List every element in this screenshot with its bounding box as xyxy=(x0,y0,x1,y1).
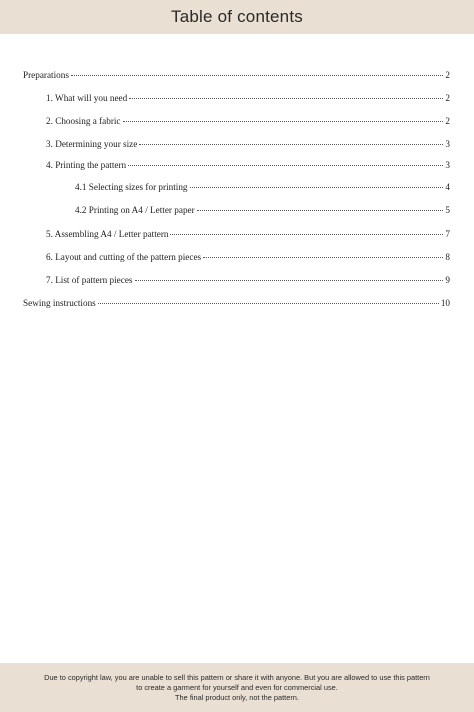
toc-leader-dots xyxy=(98,303,439,304)
copyright-footer xyxy=(0,663,474,712)
toc-entry-preparations[interactable] xyxy=(23,69,450,81)
toc-entry-sewing-instructions[interactable] xyxy=(23,297,450,309)
toc-entry-layout-cutting[interactable] xyxy=(46,251,450,263)
toc-entry-label: 3. Determining your size xyxy=(46,139,138,149)
toc-entry-label: Preparations xyxy=(23,70,69,80)
toc-page-number: 2 xyxy=(445,70,450,80)
toc-entry-label: 7. List of pattern pieces xyxy=(46,275,133,285)
toc-page-number: 3 xyxy=(445,160,450,170)
toc-entry-printing-pattern[interactable] xyxy=(46,159,450,171)
toc-entry-label: 4.1 Selecting sizes for printing xyxy=(75,182,188,192)
copyright-line-3: The final product only, not the pattern. xyxy=(175,692,299,702)
toc-leader-dots xyxy=(128,165,443,166)
copyright-line-2: to create a garment for yourself and even for commercial use. xyxy=(136,682,338,692)
page-title: Table of contents xyxy=(171,7,303,26)
toc-entry-label: Sewing instructions xyxy=(23,298,96,308)
toc-page-number: 7 xyxy=(445,229,450,239)
toc-entry-determining-size[interactable] xyxy=(46,138,450,150)
toc-page-number: 2 xyxy=(445,116,450,126)
toc-leader-dots xyxy=(129,98,443,99)
toc-leader-dots xyxy=(135,280,444,281)
toc-entry-choosing-fabric[interactable] xyxy=(46,115,450,127)
toc-page-number: 9 xyxy=(445,275,450,285)
toc-leader-dots xyxy=(197,210,444,211)
toc-entry-label: 4. Printing the pattern xyxy=(46,160,127,170)
toc-entry-label: 4.2 Printing on A4 / Letter paper xyxy=(75,205,195,215)
toc-leader-dots xyxy=(71,75,443,76)
toc-page-number: 8 xyxy=(445,252,450,262)
toc-entry-label: 2. Choosing a fabric xyxy=(46,116,121,126)
toc-page-number: 5 xyxy=(445,205,450,215)
toc-entry-list-pattern-pieces[interactable] xyxy=(46,274,450,286)
toc-leader-dots xyxy=(139,144,443,145)
toc-entry-label: 1. What will you need xyxy=(46,93,128,103)
toc-entry-printing-a4-letter[interactable] xyxy=(75,204,450,216)
toc-leader-dots xyxy=(203,257,443,258)
toc-leader-dots xyxy=(123,121,444,122)
toc-entry-label: 6. Layout and cutting of the pattern pieces xyxy=(46,252,202,262)
toc-page-number: 10 xyxy=(440,298,450,308)
toc-entry-selecting-sizes[interactable] xyxy=(75,181,450,193)
toc-page-number: 2 xyxy=(445,93,450,103)
toc-page-number: 3 xyxy=(445,139,450,149)
toc-entry-label: 5. Assembling A4 / Letter pattern xyxy=(46,229,169,239)
copyright-line-1: Due to copyright law, you are unable to sell this pattern or share it with anyone. But you are allowed to use this pattern xyxy=(44,672,430,682)
toc-entry-assembling[interactable] xyxy=(46,228,450,240)
toc-leader-dots xyxy=(170,234,443,235)
toc-page-number: 4 xyxy=(445,182,450,192)
toc-entry-what-you-need[interactable] xyxy=(46,92,450,104)
toc-leader-dots xyxy=(190,187,444,188)
